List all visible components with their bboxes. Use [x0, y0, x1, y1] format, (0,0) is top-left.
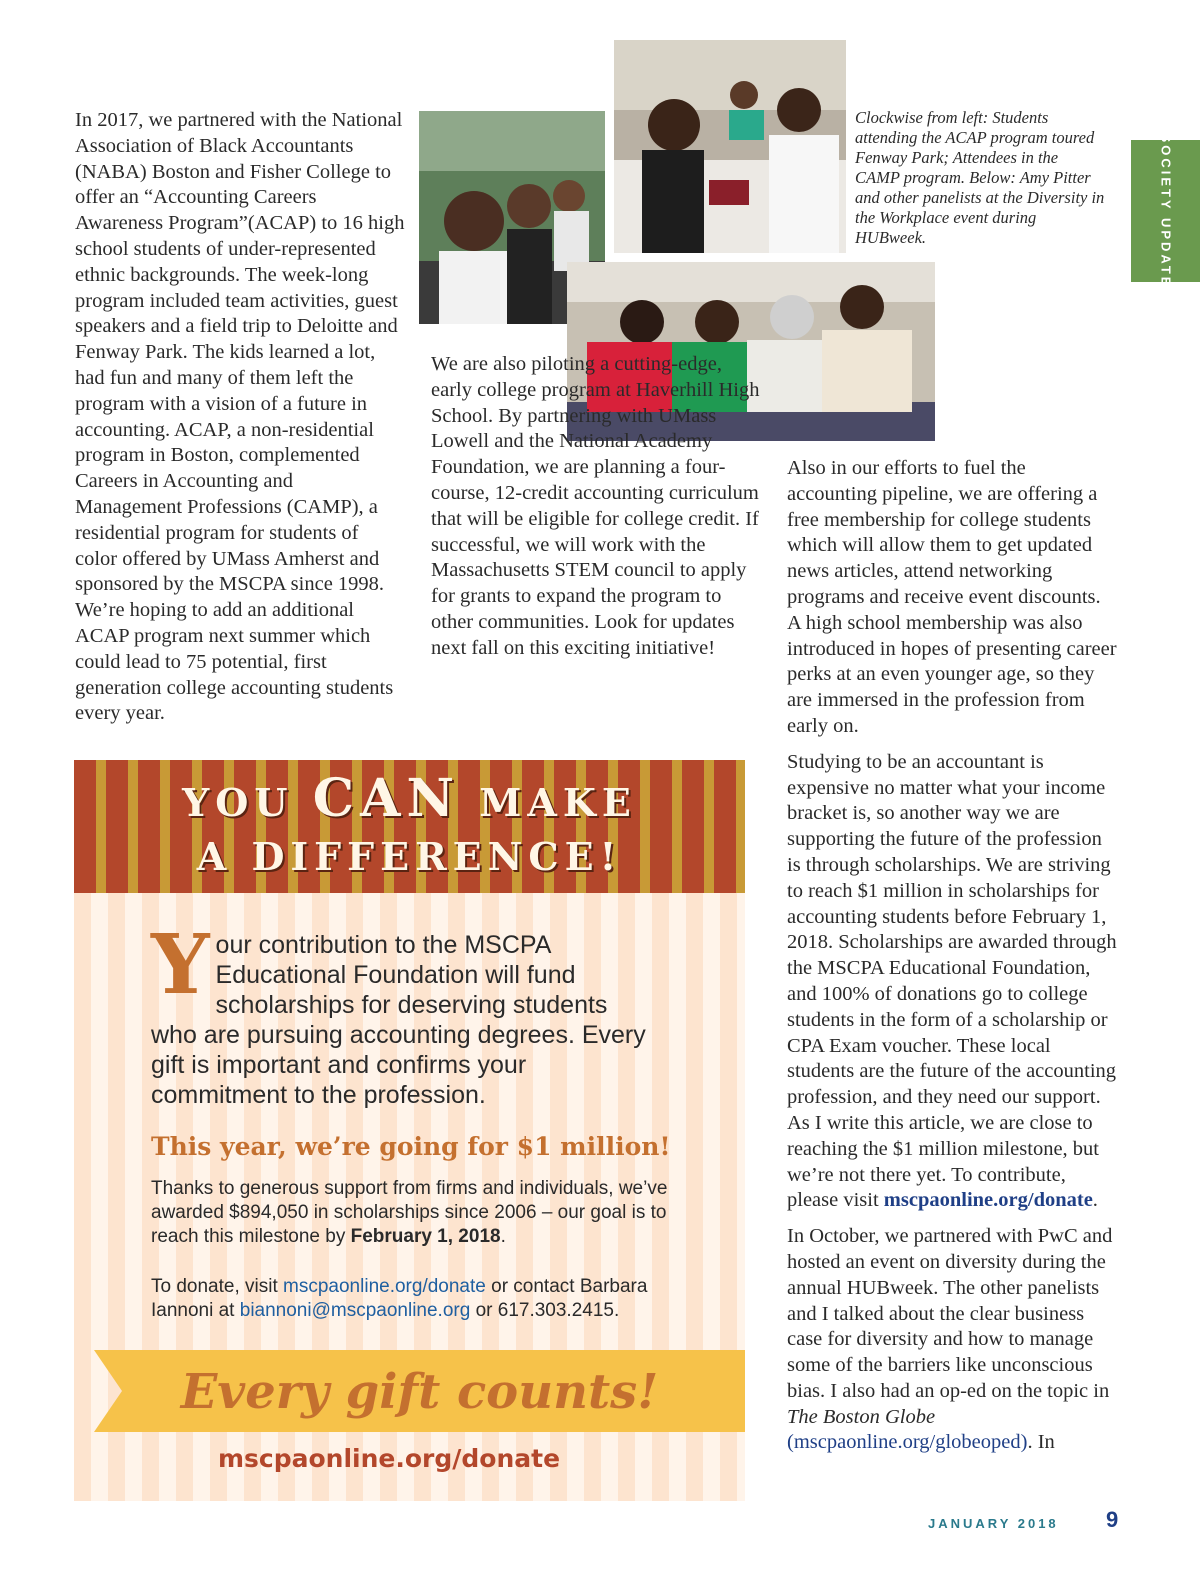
- donation-ad: [74, 760, 745, 1501]
- ad-url-part1: mscpaonline.org/: [217, 1444, 462, 1473]
- ad-header: [74, 760, 745, 893]
- diversity-end: . In: [1027, 1431, 1055, 1454]
- ad-title: [74, 768, 745, 884]
- middle-column: [431, 352, 761, 672]
- early-college-text: We are also piloting a cutting-edge, early college program at Haverhill High School. By partnering with UMass Lowell and the National Academy Foundation, we are planning a four-course, 12-credit accounting curriculum that will be eligible for college credit. If successful, we will work with the Massachusetts STEM council to apply for grants to expand the program to other communities. Look for updates next fall on this exciting initiative!: [431, 353, 760, 659]
- boston-globe-title: The Boston Globe: [787, 1405, 936, 1428]
- globe-oped-link[interactable]: (mscpaonline.org/globeoped): [787, 1431, 1028, 1454]
- ad-title-you: YOU: [182, 780, 294, 825]
- left-column: [75, 108, 405, 737]
- right-column: [787, 456, 1117, 1466]
- ad-title-make: MAKE: [479, 780, 637, 825]
- ad-contact: [151, 1275, 681, 1323]
- section-tab-label: SOCIETY UPDATE: [1158, 133, 1173, 289]
- ad-title-can: CAN: [312, 768, 461, 829]
- page-number: 9: [1106, 1507, 1119, 1532]
- early-college-paragraph: [431, 352, 761, 662]
- ad-url[interactable]: [74, 1444, 704, 1473]
- ad-url-part2: donate: [461, 1444, 561, 1473]
- diversity-paragraph: [787, 1224, 1117, 1456]
- donate-link[interactable]: mscpaonline.org/donate: [883, 1189, 1093, 1212]
- photo-caption: Clockwise from left: Students attending the ACAP program toured Fenway Park; Attendees in the CAMP program. Below: Amy Pitter and other panelists at the Diversity in the Workplace event during HUBweek.: [855, 108, 1105, 247]
- ad-contact-1: To donate, visit: [151, 1276, 284, 1297]
- ad-thanks: [151, 1177, 671, 1249]
- membership-paragraph: Also in our efforts to fuel the accounting pipeline, we are offering a free membership for college students which will allow them to get updated news articles, attend networking programs and receive event discounts. A high school membership was also introduced in hopes of presenting career perks at an even younger age, so they are immersed in the profession from early on.: [787, 457, 1117, 737]
- ad-donate-link[interactable]: mscpaonline.org/donate: [283, 1276, 486, 1297]
- scholarship-paragraph: [787, 750, 1117, 1214]
- scholarship-end: .: [1092, 1189, 1098, 1212]
- ad-contact-3: or 617.303.2415.: [470, 1300, 620, 1321]
- ad-body-text: our contribution to the MSCPA Educational Foundation will fund scholarships for deserving students who are pursuing accounting degrees. Every gift is important and confirms your commitment to the profession.: [151, 931, 646, 1109]
- ad-body: [151, 917, 651, 1110]
- acap-paragraph: In 2017, we partnered with the National Association of Black Accountants (NABA) Boston and Fisher College to offer an “Accounting Careers Awareness Program”(ACAP) to 16 high school students of under-represented ethnic backgrounds. The week-long program included team activities, guest speakers and a field trip to Deloitte and Fenway Park. The kids learned a lot, had fun and many of them left the program with a vision of a future in accounting. ACAP, a non-residential program in Boston, complemented Careers in Accounting and Management Professions (CAMP), a residential program for students of color offered by UMass Amherst and sponsored by the MSCPA since 1998. We’re hoping to add an additional ACAP program next summer which could lead to 75 potential, first generation college accounting students every year.: [75, 109, 405, 725]
- ad-goal: This year, we’re going for $1 million!: [151, 1132, 671, 1161]
- ad-thanks-text: Thanks to generous support from firms and individuals, we’ve awarded $894,050 in scholarships since 2006 – our goal is to reach this milestone by: [151, 1178, 668, 1247]
- ad-title-line2: A DIFFERENCE!: [196, 834, 623, 879]
- scholarship-text: Studying to be an accountant is expensive no matter what your income bracket is, so another way we are supporting the future of the profession is through scholarships. We are striving to reach $1 million in scholarships for accounting students before February 1, 2018. Scholarships are awarded through the MSCPA Educational Foundation, and 100% of donations go to college students in the form of a scholarship or CPA Exam voucher. These local students are the future of the accounting profession, and they need our support. As I write this article, we are close to reaching the $1 million milestone, but we’re not there yet. To contribute, please visit: [787, 750, 1117, 1212]
- issue-date: JANUARY 2018: [928, 1516, 1059, 1531]
- ad-thanks-end: .: [500, 1226, 506, 1247]
- ad-banner-text: Every gift counts!: [180, 1364, 659, 1420]
- section-tab: [1131, 133, 1200, 289]
- photo-camp-attendees: [614, 40, 846, 253]
- diversity-text: In October, we partnered with PwC and hosted an event on diversity during the annual HUBweek. The other panelists and I talked about the clear business case for diversity and how to manage some of the barriers like unconscious bias. I also had an op-ed on the topic in: [787, 1225, 1113, 1402]
- ad-dropcap: Y: [151, 917, 210, 1013]
- ad-email-link[interactable]: biannoni@mscpaonline.org: [239, 1300, 471, 1321]
- ad-thanks-date: February 1, 2018: [350, 1226, 501, 1247]
- ad-contact-2: or contact Barbara Iannoni at: [151, 1276, 648, 1321]
